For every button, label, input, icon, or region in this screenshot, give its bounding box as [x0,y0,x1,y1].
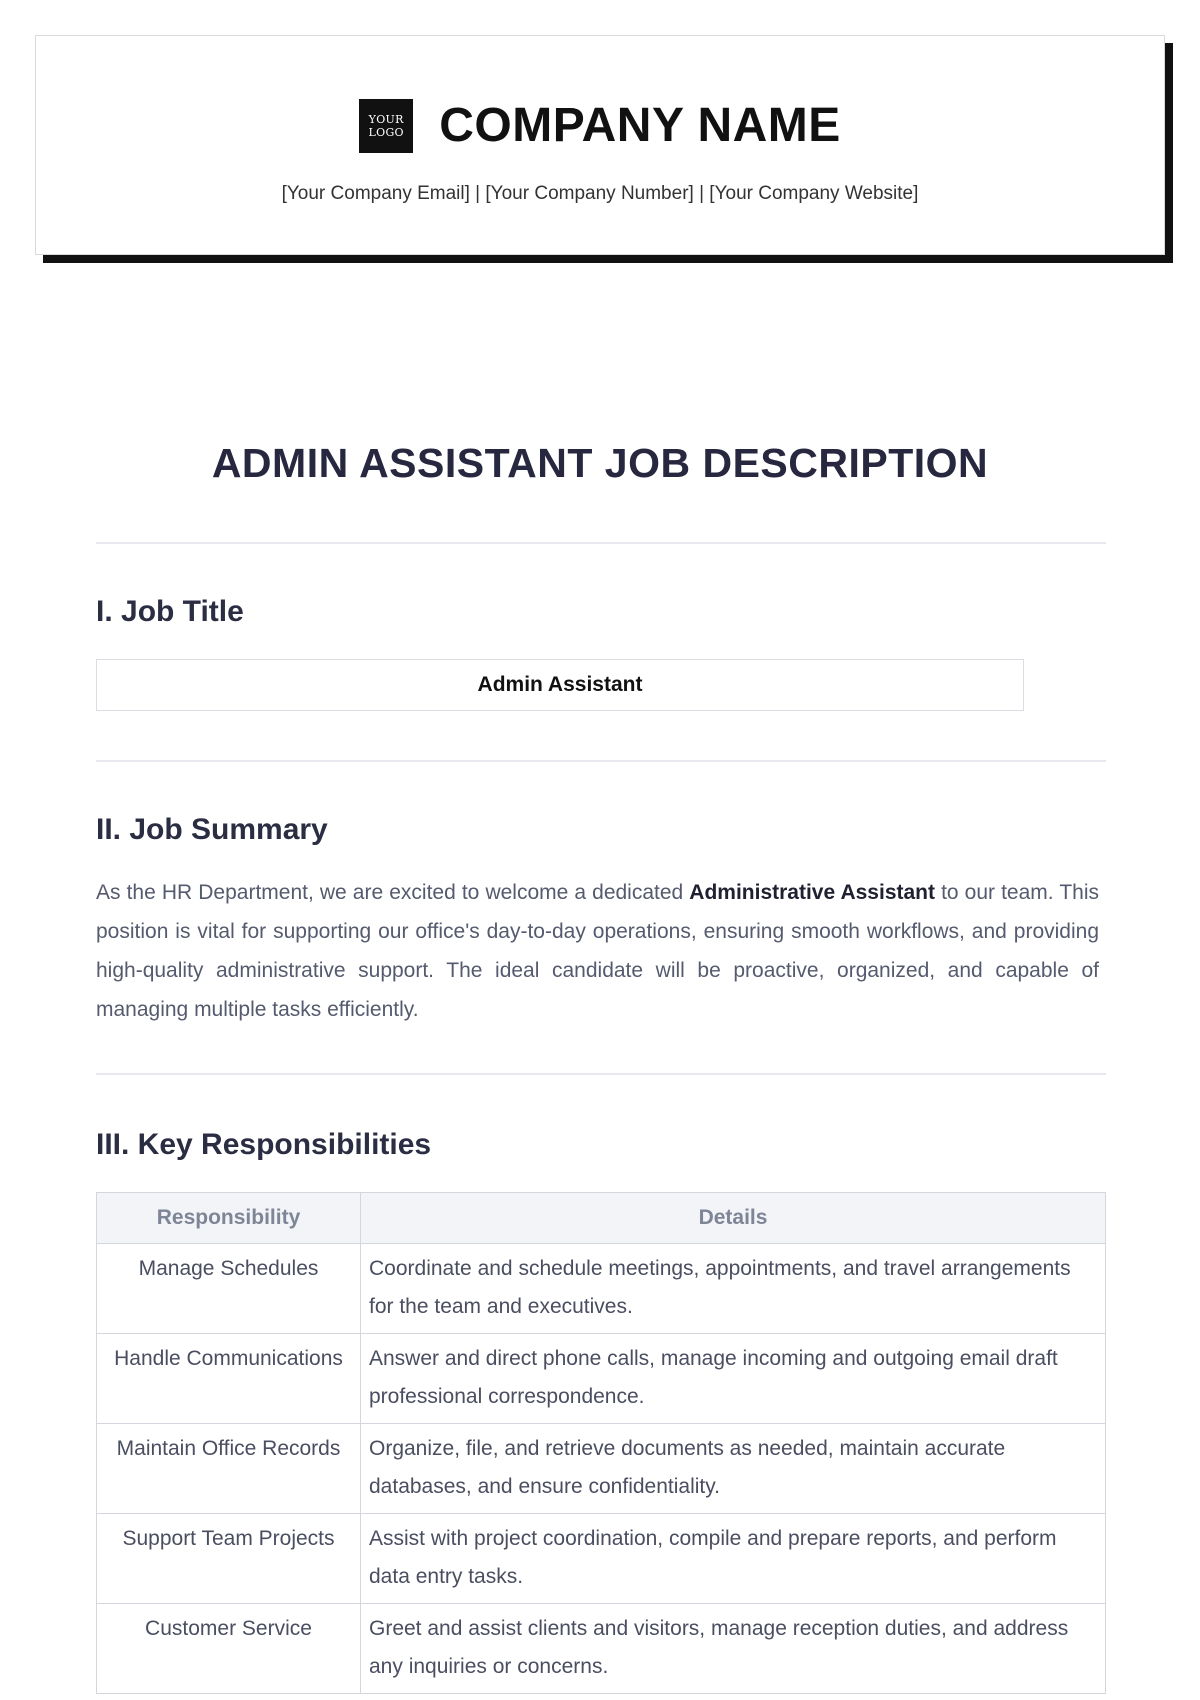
logo-text-line1: YOUR [368,112,404,126]
details-cell: Greet and assist clients and visitors, manage reception duties, and address any inquiries or concerns. [361,1604,1106,1694]
company-logo [359,99,413,153]
job-title-value-box [96,659,1024,711]
summary-text-end: to our team. This position is vital for supporting our office's day-to-day operations, ensuring smooth workflows, and providing high-quality administrative support. The ideal candidate will be proactive, organized, and capable of managing multiple tasks efficiently. [96,881,1099,1021]
logo-text-line2: LOGO [368,125,404,139]
section-divider [96,760,1106,762]
table-row [97,1244,1106,1334]
responsibility-cell: Manage Schedules [97,1244,361,1334]
section-divider [96,542,1106,544]
job-summary-text [96,873,1099,1029]
job-summary-heading: II. Job Summary [96,813,328,846]
table-row [97,1604,1106,1694]
key-responsibilities-heading: III. Key Responsibilities [96,1128,432,1161]
document-title: ADMIN ASSISTANT JOB DESCRIPTION [211,440,989,486]
details-cell: Coordinate and schedule meetings, appointments, and travel arrangements for the team and executives. [361,1244,1106,1334]
details-cell: Answer and direct phone calls, manage incoming and outgoing email draft professional correspondence. [361,1334,1106,1424]
job-title-value: Admin Assistant [477,673,643,696]
company-contact-line: [Your Company Email] | [Your Company Number] | [Your Company Website] [281,183,919,204]
company-header [35,35,1165,255]
table-row [97,1514,1106,1604]
table-header-row [97,1193,1106,1244]
responsibility-cell: Maintain Office Records [97,1424,361,1514]
summary-text-start: As the HR Department, we are excited to welcome a dedicated [96,881,690,904]
section-divider [96,1073,1106,1075]
table-row [97,1424,1106,1514]
responsibilities-table [96,1192,1106,1694]
responsibility-cell: Handle Communications [97,1334,361,1424]
company-name: COMPANY NAME [439,99,841,152]
summary-emphasis: Administrative Assistant [689,881,935,904]
job-title-heading: I. Job Title [96,595,244,628]
brand-row [36,98,1164,153]
column-header-details: Details [361,1193,1106,1244]
details-cell: Organize, file, and retrieve documents as needed, maintain accurate databases, and ensure confidentiality. [361,1424,1106,1514]
responsibility-cell: Customer Service [97,1604,361,1694]
column-header-responsibility: Responsibility [97,1193,361,1244]
details-cell: Assist with project coordination, compile and prepare reports, and perform data entry tasks. [361,1514,1106,1604]
responsibility-cell: Support Team Projects [97,1514,361,1604]
table-row [97,1334,1106,1424]
